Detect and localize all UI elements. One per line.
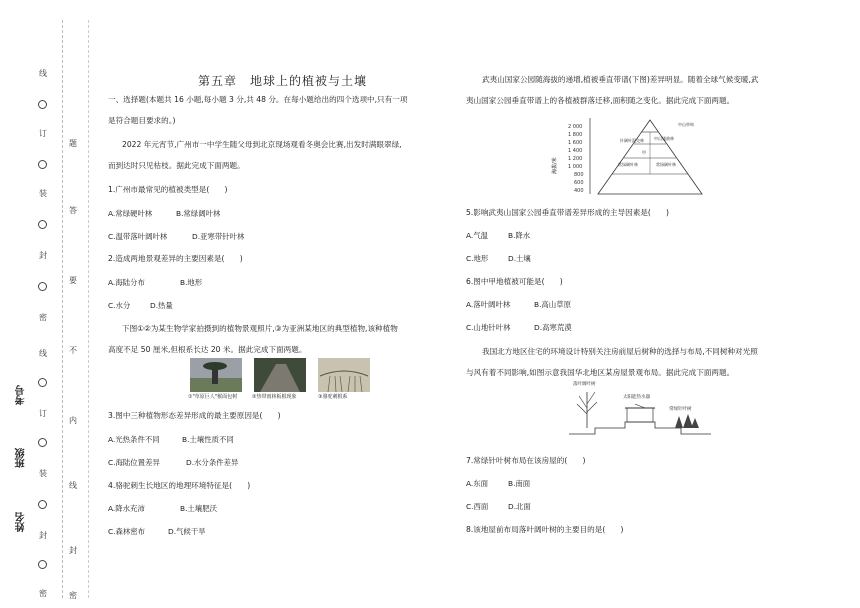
binding-circle xyxy=(38,100,47,109)
binding-char: 订 xyxy=(39,409,47,418)
zone-label: 常绿阔叶林 xyxy=(618,162,638,167)
photo-caption: ③骆驼刺根系 xyxy=(318,394,348,400)
option-d[interactable]: D.水分条件差异 xyxy=(186,458,239,467)
binding-circle xyxy=(38,220,47,229)
question-stem: 4.骆驼刺生长地区的地理环境特征是( ) xyxy=(108,481,251,490)
binding-circle xyxy=(38,378,47,387)
binding-outer xyxy=(38,0,50,608)
binding-char: 答 xyxy=(69,206,77,215)
section-heading: 一、选择题(本题共 16 小题,每小题 3 分,共 48 分。在每小题给出的四个选项中,只有一项 xyxy=(108,95,408,104)
binding-char: 不 xyxy=(69,346,77,355)
option-a[interactable]: A.常绿硬叶林 xyxy=(108,209,153,218)
option-c[interactable]: C.海陆位置差异 xyxy=(108,458,160,467)
option-b[interactable]: B.南面 xyxy=(508,479,531,488)
binding-char: 装 xyxy=(39,469,47,478)
option-d[interactable]: D.气候干旱 xyxy=(168,527,206,536)
question-stem: 7.常绿针叶树布局在该房屋的( ) xyxy=(466,456,586,465)
option-a[interactable]: A.光热条件不同 xyxy=(108,435,160,444)
binding-char: 封 xyxy=(39,531,47,540)
question-stem: 1.广州市最常见的植被类型是( ) xyxy=(108,185,228,194)
binding-char: 要 xyxy=(69,276,77,285)
zone-label: 针阔叶混交林 xyxy=(620,138,644,143)
binding-circle xyxy=(38,500,47,509)
name-field[interactable]: 姓名 xyxy=(16,512,27,532)
option-d[interactable]: D.高寒荒漠 xyxy=(534,323,572,332)
y-tick: 1 000 xyxy=(568,164,583,170)
passage-text: 高度不足 50 厘米,但根系长达 20 米。据此完成下面两题。 xyxy=(108,345,307,354)
binding-char: 线 xyxy=(39,69,47,78)
binding-char: 密 xyxy=(39,313,47,322)
plant-photos xyxy=(190,358,370,410)
zone-label: 中山草甸 xyxy=(678,122,694,127)
zone-label: 常绿阔叶林 xyxy=(656,162,676,167)
option-c[interactable]: C.地形 xyxy=(466,254,489,263)
option-a[interactable]: A.落叶阔叶林 xyxy=(466,300,511,309)
tree-label: 落叶阔叶树 xyxy=(573,382,596,387)
question-stem: 2.造成两地景观差异的主要因素是( ) xyxy=(108,254,243,263)
option-a[interactable]: A.降水充沛 xyxy=(108,504,145,513)
binding-line xyxy=(62,20,63,598)
exam-number-field[interactable]: 考号 xyxy=(16,385,27,405)
binding-circle xyxy=(38,160,47,169)
binding-char: 密 xyxy=(69,591,77,600)
heater-label: 太阳能热水器 xyxy=(623,395,650,400)
option-d[interactable]: D.北面 xyxy=(508,502,531,511)
option-a[interactable]: A.东面 xyxy=(466,479,489,488)
photo-camelthorn xyxy=(318,358,370,392)
option-c[interactable]: C.温带落叶阔叶林 xyxy=(108,232,168,241)
y-tick: 800 xyxy=(574,172,584,178)
question-stem: 8.该地屋前布局落叶阔叶树的主要目的是( ) xyxy=(466,525,624,534)
option-b[interactable]: B.高山草原 xyxy=(534,300,571,309)
option-a[interactable]: A.海陆分布 xyxy=(108,278,145,287)
y-axis-label: 海拔/米 xyxy=(552,157,558,174)
passage-text: 我国北方地区住宅的环境设计特别关注房前屋后树种的选择与布局,不同树种对光照 xyxy=(482,347,758,356)
binding-circle xyxy=(38,560,47,569)
option-b[interactable]: B.土壤肥沃 xyxy=(180,504,217,513)
question-stem: 6.图中甲地植被可能是( ) xyxy=(466,277,563,286)
y-tick: 1 600 xyxy=(568,140,583,146)
page-title: 第五章 地球上的植被与土壤 xyxy=(198,74,368,88)
y-tick: 400 xyxy=(574,188,584,194)
binding-char: 内 xyxy=(69,416,77,425)
house-svg xyxy=(565,378,715,438)
option-c[interactable]: C.西面 xyxy=(466,502,489,511)
option-c[interactable]: C.水分 xyxy=(108,301,131,310)
passage-text: 武夷山国家公园随海拔的递增,植被垂直带谱(下图)差异明显。随着全球气候变暖,武 xyxy=(482,75,759,84)
mountain-svg xyxy=(550,114,710,202)
tree-label: 常绿针叶树 xyxy=(669,407,692,412)
option-a[interactable]: A.气温 xyxy=(466,231,489,240)
passage-text: 夷山国家公园垂直带谱上的各植被群落迁移,面积随之变化。据此完成下面两题。 xyxy=(466,96,735,105)
binding-char: 封 xyxy=(39,251,47,260)
passage-text: 而到达时只见枯枝。据此完成下面两题。 xyxy=(108,161,245,170)
zone-label: 中山矮曲林 xyxy=(654,136,674,141)
passage-text: 下图①②为某生物学家拍摄到的植物景观照片,③为亚洲某地区的典型植物,该种植物 xyxy=(122,324,398,333)
option-d[interactable]: D.土壤 xyxy=(508,254,531,263)
class-field[interactable]: 班级 xyxy=(16,448,27,468)
question-stem: 3.图中三种植物形态差异形成的最主要原因是( ) xyxy=(108,411,281,420)
option-b[interactable]: B.土壤性质不同 xyxy=(182,435,234,444)
option-b[interactable]: B.常绿阔叶林 xyxy=(176,209,221,218)
binding-line xyxy=(88,20,89,598)
binding-circle xyxy=(38,282,47,291)
option-d[interactable]: D.亚寒带针叶林 xyxy=(192,232,245,241)
option-b[interactable]: B.地形 xyxy=(180,278,203,287)
passage-text: 与风有着不同影响,如图示意我国华北地区某房屋景观布局。据此完成下面两题。 xyxy=(466,368,735,377)
section-heading-cont: 是符合题目要求的。) xyxy=(108,116,176,125)
option-c[interactable]: C.森林密布 xyxy=(108,527,146,536)
binding-char: 密 xyxy=(39,589,47,598)
option-d[interactable]: D.热量 xyxy=(150,301,173,310)
mountain-diagram xyxy=(550,114,710,206)
binding-char: 题 xyxy=(69,139,77,148)
photo-caption: ②热带雨林板根现象 xyxy=(252,394,297,400)
y-tick: 2 000 xyxy=(568,124,583,130)
binding-char: 装 xyxy=(39,189,47,198)
house-diagram xyxy=(565,378,715,442)
option-c[interactable]: C.山地针叶林 xyxy=(466,323,511,332)
binding-char: 封 xyxy=(69,546,77,555)
binding-circle xyxy=(38,438,47,447)
y-tick: 1 400 xyxy=(568,148,583,154)
photo-caption: ①"草原巨人"猴面包树 xyxy=(188,394,238,400)
zone-label-jia: 甲 xyxy=(642,150,646,155)
binding-char: 订 xyxy=(39,129,47,138)
binding-char: 线 xyxy=(39,349,47,358)
passage-text: 2022 年元宵节,广州市一中学生随父母到北京现场观看冬奥会比赛,出发时满眼翠绿, xyxy=(122,140,402,149)
binding-inner xyxy=(68,0,80,608)
y-tick: 1 200 xyxy=(568,156,583,162)
question-stem: 5.影响武夷山国家公园垂直带谱差异形成的主导因素是( ) xyxy=(466,208,670,217)
y-tick: 600 xyxy=(574,180,584,186)
option-b[interactable]: B.降水 xyxy=(508,231,531,240)
y-tick: 1 800 xyxy=(568,132,583,138)
binding-char: 线 xyxy=(69,481,77,490)
